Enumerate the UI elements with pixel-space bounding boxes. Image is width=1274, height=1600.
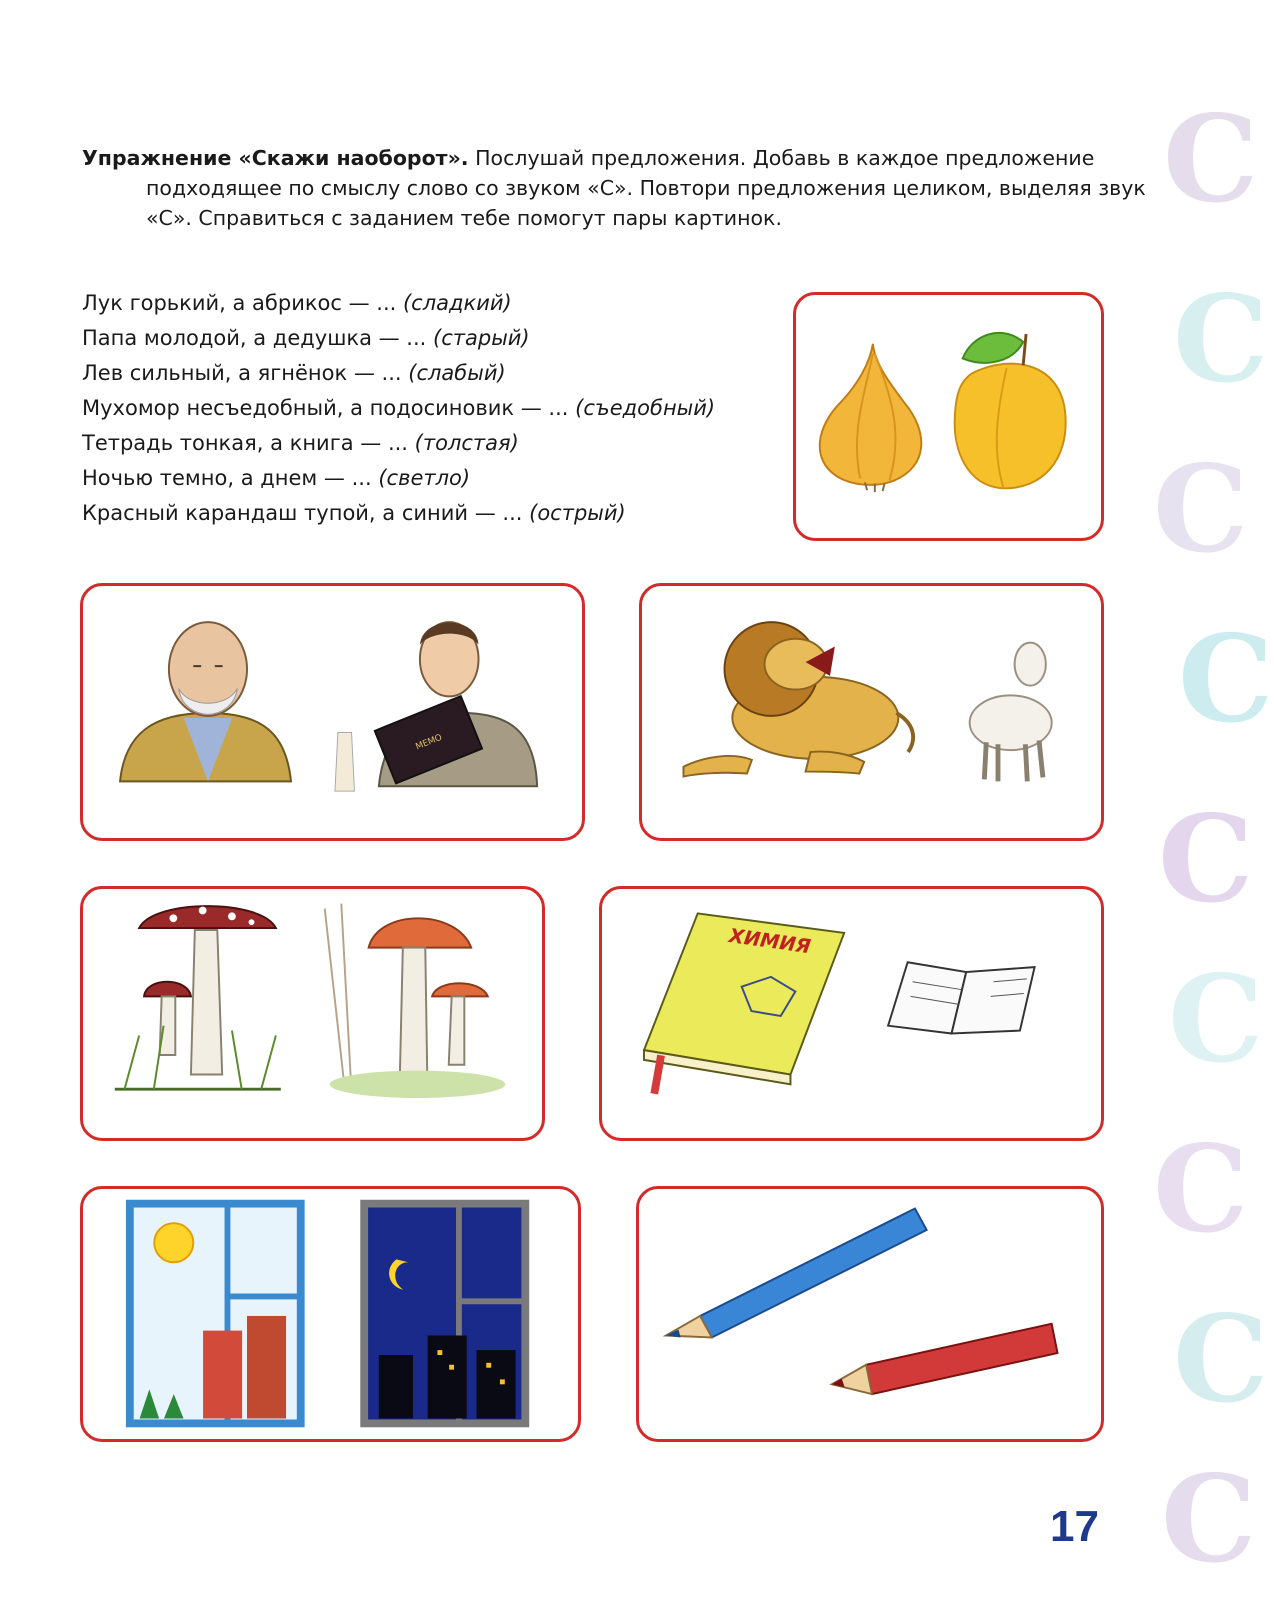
exercise-text: Послушай предложения. Добавь в каждое предложение подходящее по смыслу слово со звуком «С». Повтори предложения целиком, выделяя звук «С». Справиться с заданием тебе помогут пары картинок. — [146, 146, 1146, 230]
lion-lamb-illustration — [642, 586, 1101, 838]
sentence-item: Ночью темно, а днем — ... (светло) — [82, 466, 471, 490]
sentence-item: Мухомор несъедобный, а подосиновик — ... (съедобный) — [82, 396, 716, 420]
card-pencils — [636, 1186, 1104, 1442]
red-pencil-icon — [832, 1324, 1058, 1394]
sentence-item: Папа молодой, а дедушка — ... (старый) — [82, 326, 530, 350]
sentence-list — [82, 286, 715, 531]
decor-letter: С — [1158, 789, 1254, 930]
lion-icon — [683, 622, 913, 776]
decor-letter: С — [1163, 89, 1259, 230]
card-mushrooms — [80, 886, 545, 1141]
card-onion-apricot — [793, 292, 1104, 541]
card-lion-lamb — [639, 583, 1104, 841]
sentence-item: Лук горький, а абрикос — ... (сладкий) — [82, 291, 512, 315]
mushrooms-illustration — [83, 889, 542, 1138]
blue-pencil-icon — [666, 1209, 927, 1338]
small-book-label: МЕМО — [414, 732, 444, 753]
day-night-illustration — [83, 1189, 578, 1439]
books-illustration — [602, 889, 1101, 1138]
decor-letter: С — [1168, 949, 1264, 1090]
decor-letter: С — [1161, 1449, 1257, 1590]
sentence-item: Тетрадь тонкая, а книга — ... (толстая) — [82, 431, 519, 455]
pencils-illustration — [639, 1189, 1101, 1439]
grandfather-icon — [120, 622, 291, 781]
decor-letter: С — [1173, 1289, 1269, 1430]
exercise-title: Упражнение «Скажи наоборот». — [82, 146, 469, 170]
grandfather-father-illustration — [83, 586, 582, 838]
father-reading-icon — [335, 622, 537, 791]
orange-cap-mushroom-icon — [325, 904, 506, 1098]
card-day-night — [80, 1186, 581, 1442]
decor-letter: С — [1173, 269, 1269, 410]
fly-agaric-icon — [115, 906, 281, 1089]
page-number: 17 — [1050, 1502, 1099, 1551]
chemistry-book-label: ХИМИЯ — [727, 924, 813, 959]
night-window-icon — [364, 1204, 525, 1424]
chemistry-book-icon — [644, 913, 844, 1094]
onion-icon — [820, 344, 922, 492]
apricot-icon — [955, 333, 1066, 488]
onion-apricot-illustration — [796, 295, 1101, 538]
decor-letter: С — [1153, 1119, 1249, 1260]
lamb-icon — [970, 643, 1052, 782]
decor-letter: С — [1178, 609, 1274, 750]
decorative-letters-strip — [1143, 0, 1274, 1600]
day-window-icon — [130, 1204, 301, 1424]
card-grandfather-father — [80, 583, 585, 841]
exercise-instructions — [82, 143, 1168, 233]
sentence-item: Красный карандаш тупой, а синий — ... (острый) — [82, 501, 626, 525]
card-books — [599, 886, 1104, 1141]
sentence-item: Лев сильный, а ягнёнок — ... (слабый) — [82, 361, 506, 385]
decor-letter: С — [1153, 439, 1249, 580]
notebook-icon — [888, 962, 1034, 1033]
